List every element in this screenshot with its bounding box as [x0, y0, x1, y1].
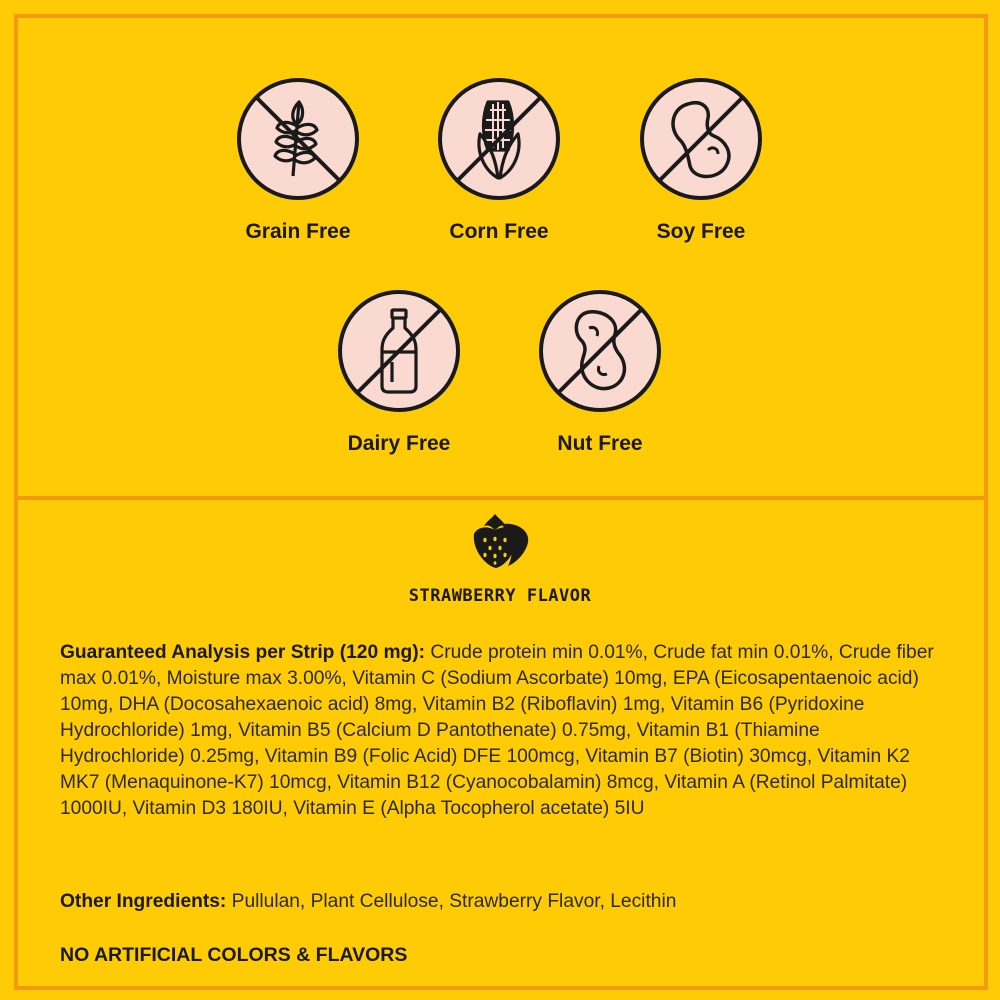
badge-label: Soy Free	[656, 220, 746, 243]
badge-soy-free	[636, 76, 766, 244]
strawberry-icon	[468, 512, 532, 570]
other-ingredients	[60, 889, 940, 915]
flavor-label: STRAWBERRY FLAVOR	[408, 586, 592, 606]
badge-grain-free	[233, 76, 363, 244]
peanut-icon	[537, 288, 663, 414]
badge-label: Corn Free	[449, 220, 549, 243]
section-divider	[14, 496, 984, 500]
ingredients-heading: Other Ingredients:	[60, 891, 227, 912]
wheat-icon	[235, 76, 361, 202]
badge-corn-free	[434, 76, 564, 244]
analysis-body: Crude protein min 0.01%, Crude fat min 0.01%, Crude fiber max 0.01%, Moisture max 3.00%, Vitamin C (Sodium Ascorbate) 10mg, EPA (Eicosapentaenoic acid) 10mg, DHA (Docosahexaenoic acid) 8mg, Vitamin B2 (Riboflavin) 1mg, Vitamin B6 (Pyridoxine Hydrochloride) 1mg, Vitamin B5 (Calcium D Pantothenate) 0.75mg, Vitamin B1 (Thiamine Hydrochloride) 0.25mg, Vitamin B9 (Folic Acid) DFE 100mcg, Vitamin B7 (Biotin) 30mcg, Vitamin K2 MK7 (Menaquinone-K7) 10mcg, Vitamin B12 (Cyanocobalamin) 8mcg, Vitamin A (Retinol Palmitate) 1000IU, Vitamin D3 180IU, Vitamin E (Alpha Tocopherol acetate) 5IU	[60, 642, 934, 819]
soybean-icon	[638, 76, 764, 202]
badge-dairy-free	[334, 288, 464, 456]
no-artificial-notice: NO ARTIFICIAL COLORS & FLAVORS	[60, 944, 408, 966]
badge-label: Nut Free	[557, 432, 643, 455]
badge-nut-free	[535, 288, 665, 456]
ingredients-body: Pullulan, Plant Cellulose, Strawberry Flavor, Lecithin	[231, 891, 677, 912]
badge-label: Grain Free	[245, 220, 351, 243]
badge-label: Dairy Free	[347, 432, 451, 455]
corn-icon	[436, 76, 562, 202]
flavor-section	[0, 512, 1000, 606]
guaranteed-analysis	[60, 640, 940, 822]
milk-bottle-icon	[336, 288, 462, 414]
analysis-heading: Guaranteed Analysis per Strip (120 mg):	[60, 642, 426, 663]
